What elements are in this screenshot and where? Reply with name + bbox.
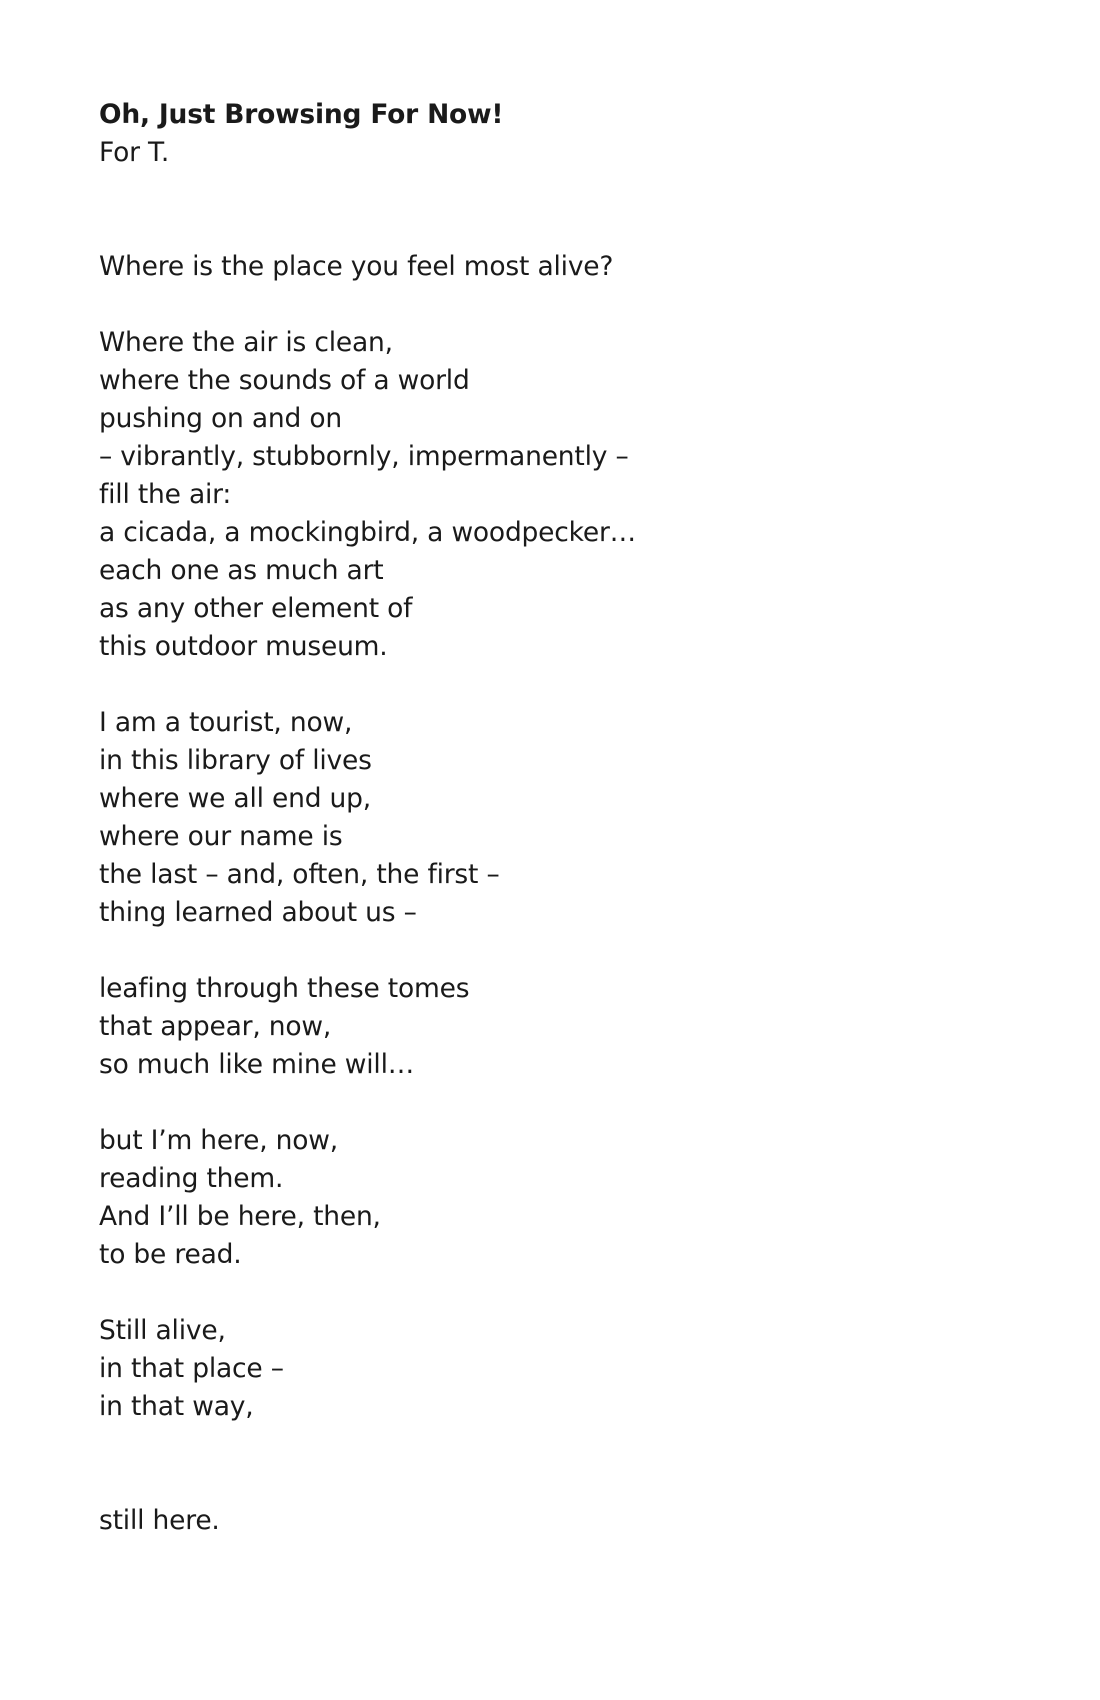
spacer	[99, 1274, 999, 1312]
spacer	[99, 1084, 999, 1122]
stanza-4	[99, 970, 999, 1084]
poem-line: – vibrantly, stubbornly, impermanently –	[99, 441, 629, 472]
poem-line: to be read.	[99, 1239, 242, 1270]
poem-dedication: For T.	[99, 137, 170, 168]
stanza-5	[99, 1122, 999, 1274]
poem-line: in that place –	[99, 1353, 284, 1384]
spacer	[99, 172, 999, 248]
stanza-6	[99, 1312, 999, 1426]
poem-line: still here.	[99, 1505, 220, 1536]
poem-line: And I’ll be here, then,	[99, 1201, 381, 1232]
poem-line: that appear, now,	[99, 1011, 332, 1042]
poem-line: this outdoor museum.	[99, 631, 388, 662]
poem-line: pushing on and on	[99, 403, 342, 434]
stanza-7	[99, 1502, 999, 1540]
poem-line: Where the air is clean,	[99, 327, 393, 358]
poem-line: where the sounds of a world	[99, 365, 470, 396]
poem-line: a cicada, a mockingbird, a woodpecker…	[99, 517, 636, 548]
poem-line: each one as much art	[99, 555, 384, 586]
poem-line: thing learned about us –	[99, 897, 417, 928]
poem-line: where our name is	[99, 821, 343, 852]
poem-line: as any other element of	[99, 593, 413, 624]
poem-line: but I’m here, now,	[99, 1125, 338, 1156]
poem-line: reading them.	[99, 1163, 284, 1194]
poem-line: fill the air:	[99, 479, 232, 510]
stanza-3	[99, 704, 999, 932]
poem-line: where we all end up,	[99, 783, 371, 814]
stanza-1	[99, 248, 999, 286]
poem-title: Oh, Just Browsing For Now!	[99, 99, 504, 130]
spacer	[99, 1426, 999, 1502]
poem	[99, 96, 999, 1540]
spacer	[99, 932, 999, 970]
poem-line: in this library of lives	[99, 745, 372, 776]
poem-line: Where is the place you feel most alive?	[99, 251, 614, 282]
poem-line: Still alive,	[99, 1315, 226, 1346]
stanza-2	[99, 324, 999, 666]
poem-line: the last – and, often, the first –	[99, 859, 500, 890]
poem-line: in that way,	[99, 1391, 254, 1422]
poem-line: leafing through these tomes	[99, 973, 470, 1004]
poem-line: I am a tourist, now,	[99, 707, 353, 738]
spacer	[99, 286, 999, 324]
poem-line: so much like mine will…	[99, 1049, 415, 1080]
spacer	[99, 666, 999, 704]
